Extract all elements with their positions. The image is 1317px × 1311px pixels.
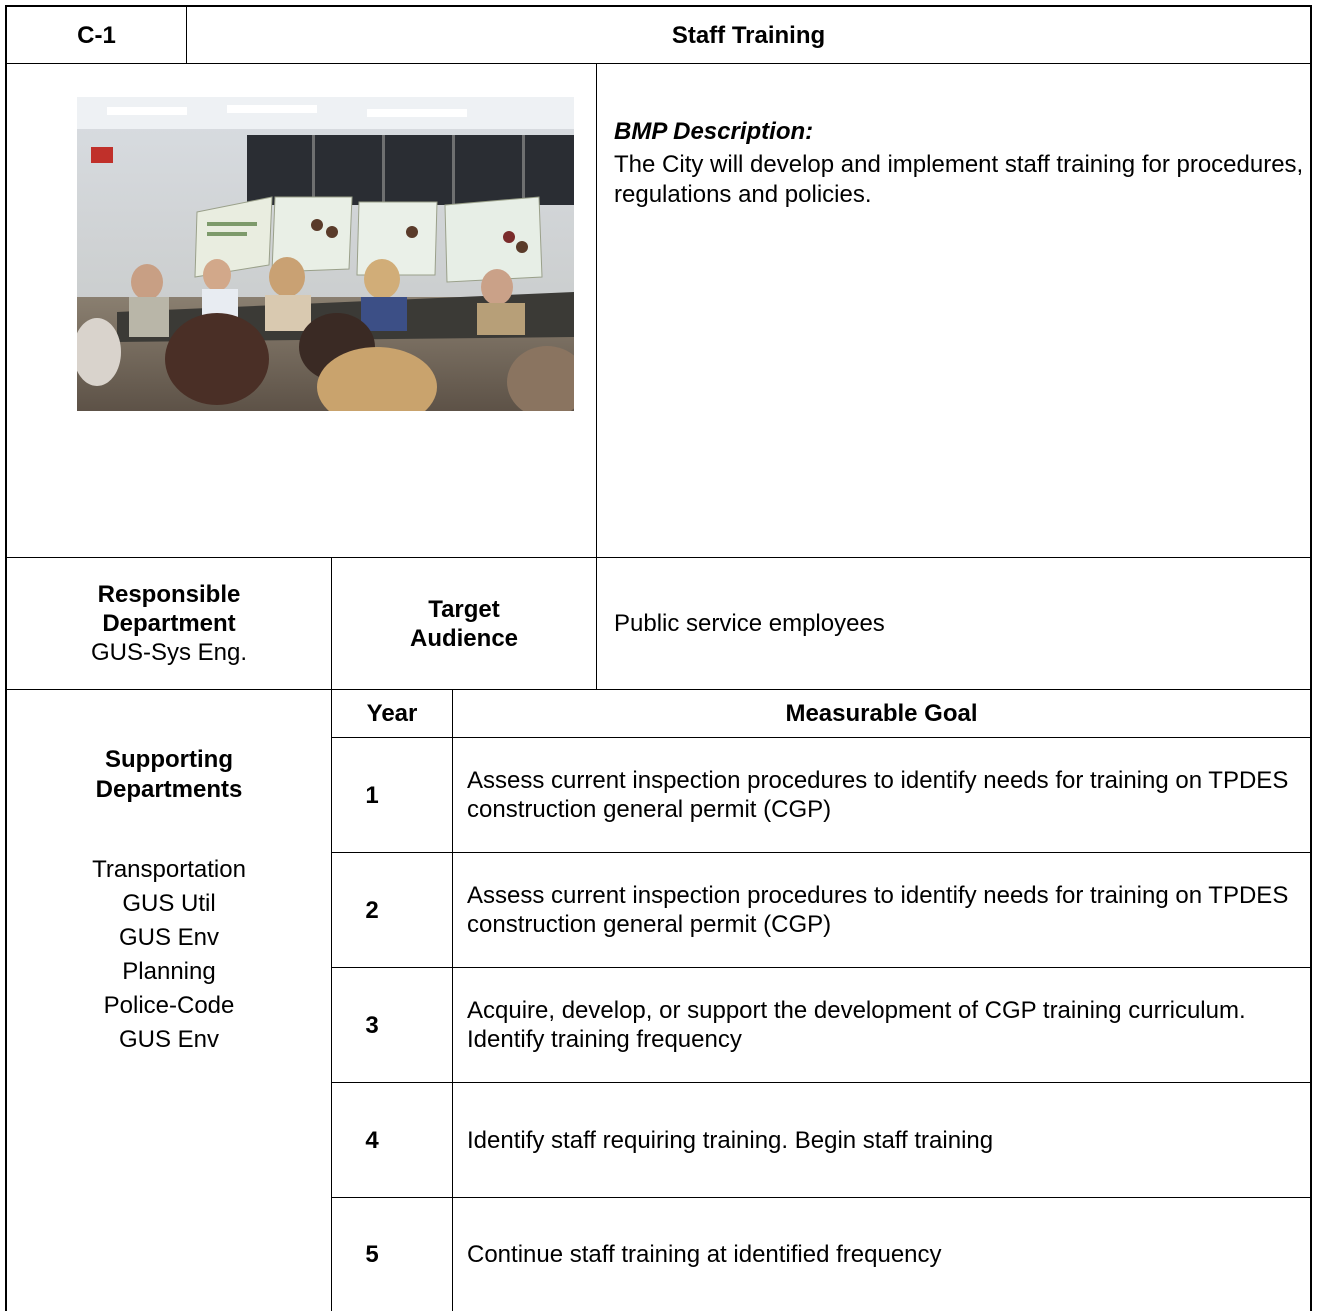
goal-year-4: 4	[365, 1126, 379, 1154]
page-title: Staff Training	[671, 21, 826, 49]
goal-year-2: 2	[365, 896, 379, 924]
goal-year-3: 3	[365, 1011, 379, 1039]
goal-text-3: Acquire, develop, or support the development of CGP training curriculum. Identify training frequency	[467, 997, 1246, 1053]
description-label: BMP Description:	[614, 118, 814, 145]
divider-photo-desc	[596, 63, 597, 559]
measurable-goal-header: Measurable Goal	[785, 700, 978, 727]
goal-text-2: Assess current inspection procedures to identify needs for training on TPDES construction general permit (CGP)	[467, 882, 1289, 938]
goal-text-5: Continue staff training at identified frequency	[467, 1241, 942, 1268]
target-label-line1: Target	[428, 595, 500, 623]
supporting-departments	[7, 745, 331, 1057]
goal-text-1: Assess current inspection procedures to identify needs for training on TPDES construction general permit (CGP)	[467, 767, 1289, 823]
supporting-dept-0: Transportation	[92, 856, 246, 883]
divider-target-right	[596, 557, 597, 690]
bmp-code: C-1	[77, 21, 116, 49]
goal-year-5: 5	[365, 1241, 379, 1268]
divider-header-bottom	[5, 63, 1312, 64]
supporting-dept-5: GUS Env	[118, 1026, 220, 1053]
target-audience-value: Public service employees	[614, 610, 885, 637]
responsible-label-line1: Responsible	[97, 581, 241, 608]
supporting-dept-2: GUS Env	[118, 924, 220, 951]
supporting-label-line2: Departments	[95, 776, 243, 803]
meeting-photo	[77, 97, 574, 411]
target-label-line2: Audience	[409, 624, 519, 652]
goal-text-4: Identify staff requiring training. Begin staff training	[467, 1126, 994, 1154]
border-right	[1310, 5, 1312, 1311]
supporting-dept-3: Planning	[122, 958, 216, 985]
responsible-value: GUS-Sys Eng.	[90, 639, 248, 666]
year-header: Year	[366, 700, 418, 727]
goal-year-1: 1	[365, 781, 379, 809]
supporting-dept-4: Police-Code	[103, 992, 235, 1019]
responsible-department	[7, 558, 331, 689]
responsible-label-line2: Department	[102, 610, 236, 637]
bmp-description	[614, 117, 1304, 210]
supporting-dept-1: GUS Util	[122, 890, 216, 917]
description-text: The City will develop and implement staff training for procedures, regulations and policies.	[614, 151, 1304, 208]
target-audience-label	[332, 558, 596, 689]
supporting-label-line1: Supporting	[105, 746, 233, 773]
